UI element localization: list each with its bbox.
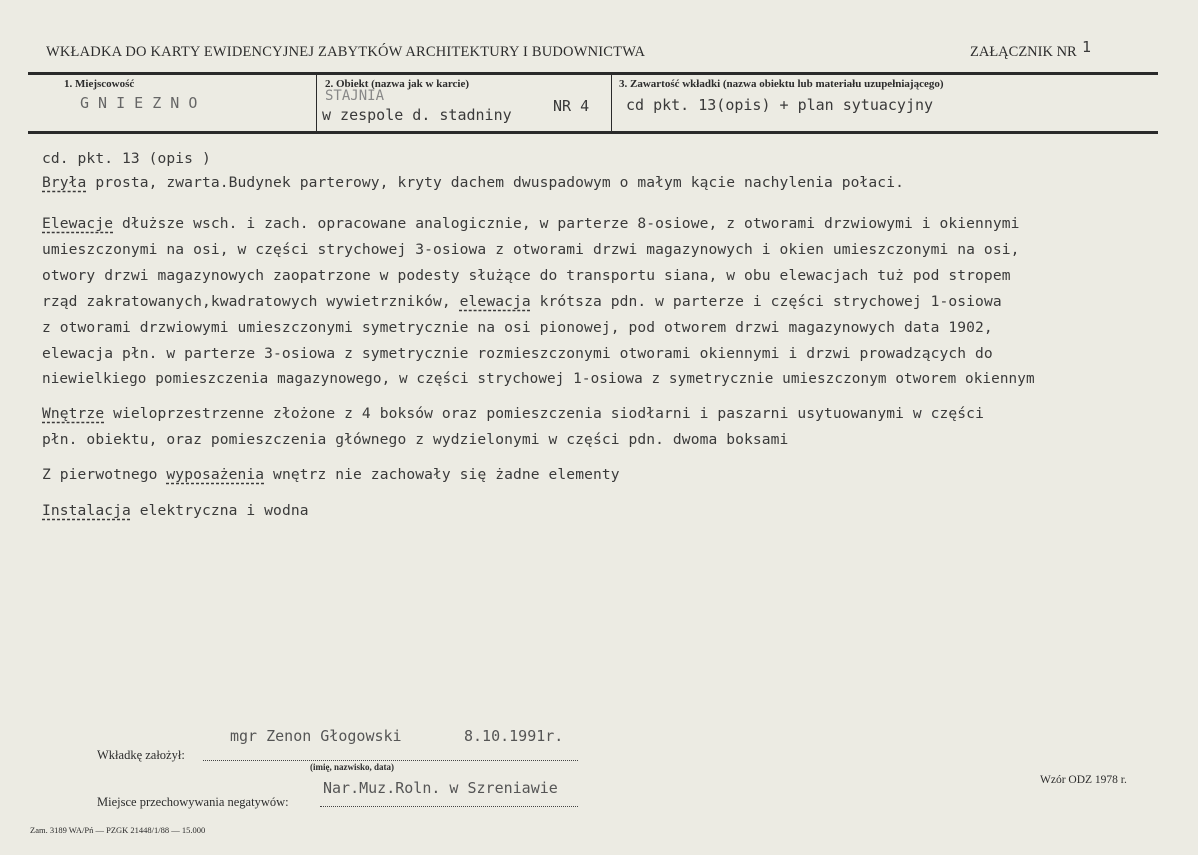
paragraph-instalacja: [42, 502, 309, 519]
top-rule: [28, 72, 1158, 75]
text: wieloprzestrzenne złożone z 4 boksów oraz pomieszczenia siodłarni i paszarni usytuowanymi w części: [104, 405, 984, 422]
paragraph-elewacje-7: niewielkiego pomieszczenia magazynowego, w części strychowej 1-osiowa z symetrycznie umieszczonym otworem okiennym: [42, 371, 1035, 387]
body-line-cd: cd. pkt. 13 (opis ): [42, 150, 211, 167]
text: elektryczna i wodna: [130, 502, 309, 519]
paragraph-elewacje-4: [42, 293, 1002, 310]
heading-instalacja: Instalacja: [42, 502, 131, 519]
storage-label: Miejsce przechowywania negatywów:: [97, 795, 289, 809]
paragraph-wnetrze-1: [42, 405, 984, 422]
date-value: 8.10.1991r.: [464, 727, 564, 745]
author-label: Wkładkę założył:: [97, 748, 185, 762]
field-3-label: 3. Zawartość wkładki (nazwa obiektu lub materiału uzupełniającego): [619, 78, 944, 90]
field-2-value-line2: w zespole d. stadniny: [322, 106, 512, 124]
heading-wyposazenie: wyposażenia: [166, 466, 265, 483]
annex-label: ZAŁĄCZNIK NR: [970, 44, 1077, 60]
heading-wnetrze: Wnętrze: [42, 405, 105, 422]
paragraph-elewacje-6: elewacja płn. w parterze 3-osiowa z symetrycznie rozmieszczonymi otworami okiennymi i drzwi prowadzących do: [42, 345, 993, 362]
paragraph-elewacje-5: z otworami drzwiowymi umieszczonymi symetrycznie na osi pionowej, pod otworem drzwi magazynowych data 1902,: [42, 319, 993, 336]
author-sublabel: (imię, nazwisko, data): [310, 762, 394, 772]
field-3-value: cd pkt. 13(opis) + plan sytuacyjny: [626, 96, 934, 114]
annex-number: 1: [1082, 38, 1092, 56]
text: wnętrz nie zachowały się żadne elementy: [264, 466, 620, 483]
paragraph-bryla: [42, 174, 904, 191]
field-1-value: G N I E Z N O: [80, 94, 198, 112]
author-value: mgr Zenon Głogowski: [230, 727, 402, 745]
field-1-label: 1. Miejscowość: [64, 78, 135, 90]
text: dłuższe wsch. i zach. opracowane analogicznie, w parterze 8-osiowe, z otworami drzwiowymi i okiennymi: [113, 215, 1020, 232]
bottom-rule: [28, 131, 1158, 134]
author-dotted-line: [203, 760, 578, 761]
storage-dotted-line: [320, 806, 578, 807]
form-model: Wzór ODZ 1978 r.: [1040, 774, 1127, 786]
text: prosta, zwarta.Budynek parterowy, kryty dachem dwuspadowym o małym kącie nachylenia połaci.: [86, 174, 904, 191]
field-2-label: 2. Obiekt (nazwa jak w karcie): [325, 78, 470, 90]
field-divider-2: [611, 74, 612, 132]
text: Z pierwotnego: [42, 466, 167, 483]
form-title: WKŁADKA DO KARTY EWIDENCYJNEJ ZABYTKÓW ARCHITEKTURY I BUDOWNICTWA: [46, 44, 646, 60]
heading-elewacja: elewacja: [459, 293, 531, 310]
print-info: Zam. 3189 WA/Pń — PZGK 21448/1/88 — 15.000: [30, 825, 206, 835]
paragraph-wnetrze-2: płn. obiektu, oraz pomieszczenia głównego z wydzielonymi w części pdn. dwoma boksami: [42, 431, 789, 448]
text: krótsza pdn. w parterze i części strychowej 1-osiowa: [530, 293, 1002, 310]
paragraph-wyposazenie: [42, 466, 620, 483]
paragraph-elewacje-3: otwory drzwi magazynowych zaopatrzone w podesty służące do transportu siana, w obu elewacjach tuż pod stropem: [42, 267, 1011, 284]
field-divider-1: [316, 74, 317, 132]
heading-bryla: Bryła: [42, 174, 87, 191]
storage-value: Nar.Muz.Roln. w Szreniawie: [323, 779, 558, 797]
field-2-value-line1: STAJNIA: [325, 88, 385, 104]
paragraph-elewacje-2: umieszczonymi na osi, w części strychowej 3-osiowa z otworami drzwi magazynowych i okien umieszczonymi na osi,: [42, 241, 1020, 258]
text: rząd zakratowanych,kwadratowych wywietrzników,: [42, 293, 460, 310]
paragraph-elewacje-1: [42, 215, 1019, 232]
heading-elewacje: Elewacje: [42, 215, 114, 232]
field-2-number: NR 4: [553, 97, 590, 115]
